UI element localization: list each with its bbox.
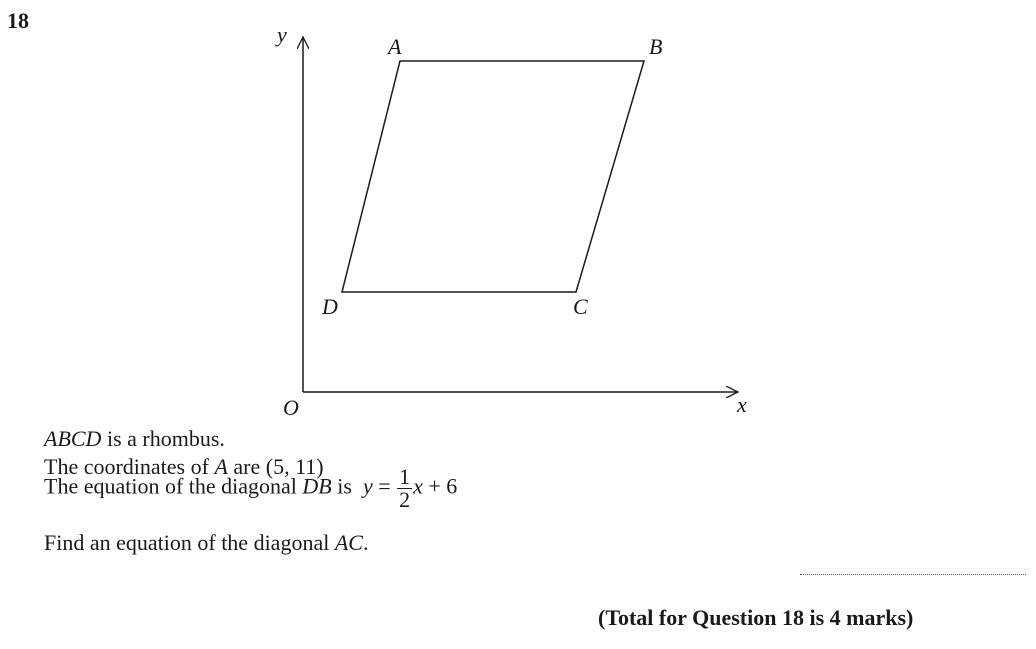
question-number: 18 [7, 8, 29, 33]
vertex-label-c: C [573, 294, 588, 319]
rhombus-name: ABCD [44, 426, 102, 451]
task-prefix: Find an equation of the diagonal [44, 530, 335, 555]
statement-diagonal-db [44, 466, 457, 511]
equation-equals: = [372, 473, 397, 499]
vertex-label-b: B [649, 34, 663, 59]
coordinates-prefix: The coordinates of [44, 454, 215, 479]
x-axis-label: x [737, 392, 747, 417]
diagonal-ac-name: AC [334, 530, 363, 555]
task-instruction [44, 529, 368, 557]
equation-x: x [413, 473, 423, 499]
diagonal-prefix: The equation of the diagonal [44, 473, 303, 499]
task-suffix: . [362, 530, 369, 555]
rhombus-abcd [342, 61, 644, 292]
equation-constant: + 6 [422, 473, 458, 499]
gradient-fraction [397, 466, 412, 511]
diagonal-db-name: DB [302, 473, 332, 499]
statement-rhombus-text: is a rhombus. [101, 426, 225, 451]
diagonal-is: is [331, 473, 363, 499]
fraction-numerator: 1 [399, 464, 411, 489]
coordinates-value: are (5, 11) [227, 454, 324, 479]
fraction-denominator: 2 [399, 487, 411, 512]
answer-line[interactable] [800, 574, 1026, 575]
vertex-label-a: A [388, 34, 402, 59]
y-axis-label: y [277, 22, 287, 47]
total-marks: (Total for Question 18 is 4 marks) [598, 605, 914, 630]
equation-y: y [362, 473, 373, 499]
statement-rhombus [44, 425, 225, 453]
point-a-name: A [214, 454, 228, 479]
vertex-label-d: D [322, 294, 338, 319]
origin-label: O [283, 395, 299, 420]
